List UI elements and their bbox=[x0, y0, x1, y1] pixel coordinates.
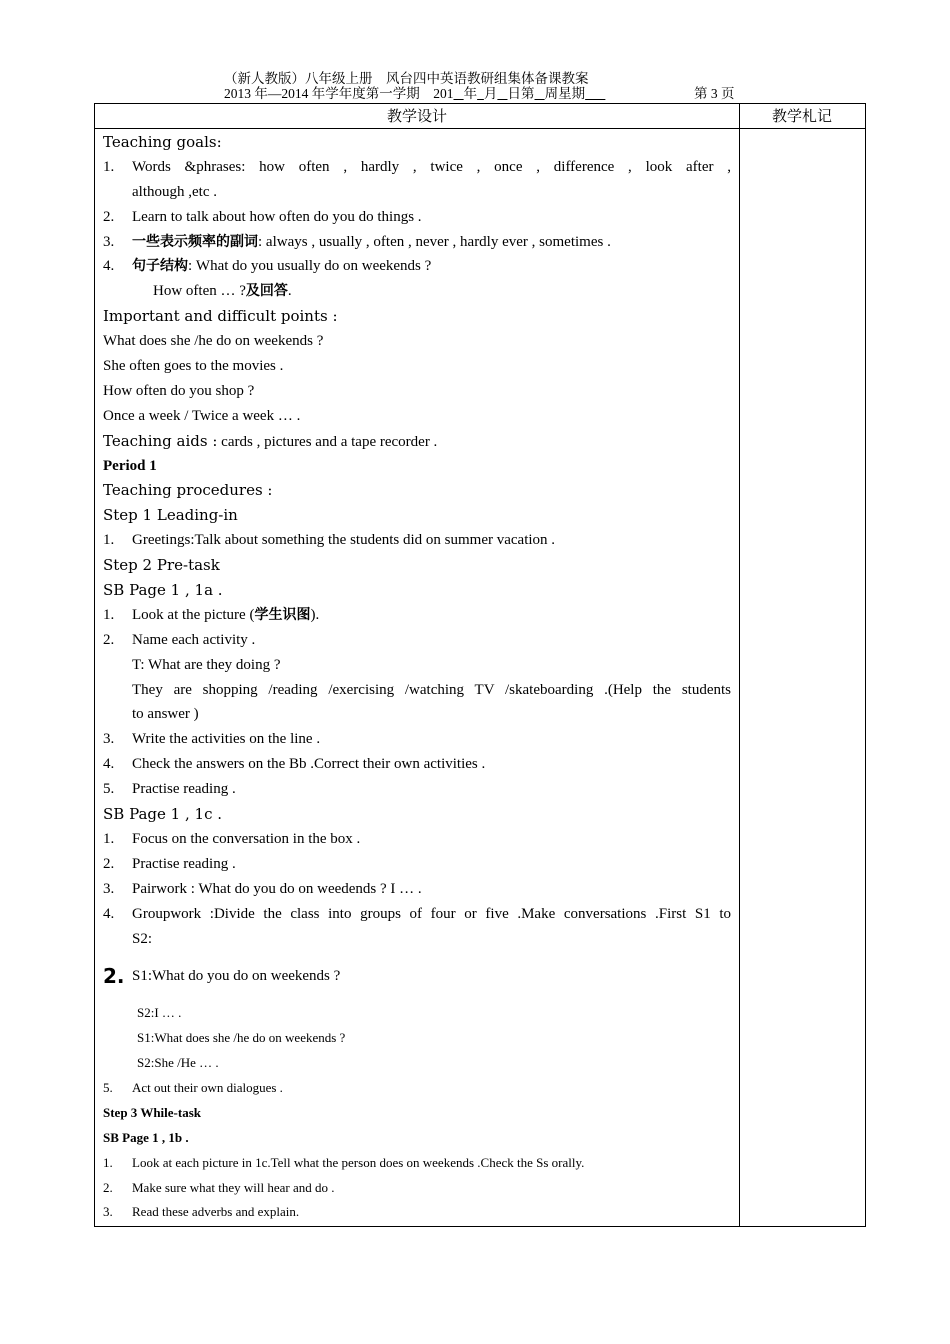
column-header-notes: 教学札记 bbox=[771, 109, 832, 125]
list-item: 5. Practise reading . bbox=[103, 781, 236, 798]
text-line: What does she /he do on weekends ? bbox=[103, 333, 324, 350]
blank-month bbox=[477, 86, 484, 101]
header-row-divider bbox=[94, 128, 866, 129]
blank-day bbox=[497, 86, 507, 101]
header-term: 2013 年—2014 年学年度第一学期 201 bbox=[224, 86, 454, 101]
blank-year bbox=[454, 86, 464, 101]
sub-heading: SB Page 1 , 1c . bbox=[103, 805, 223, 824]
list-item: 4. Check the answers on the Bb .Correct their own activities . bbox=[103, 756, 486, 773]
step-heading: Step 3 While-task bbox=[103, 1104, 201, 1120]
list-item: 4. Groupwork :Divide the class into groups of four or five .Make conversations .First S1 to S2: bbox=[103, 905, 731, 947]
dialogue-line: S1:What does she /he do on weekends ? bbox=[137, 1030, 346, 1046]
section-heading-goals: Teaching goals: bbox=[103, 133, 222, 151]
list-item-continuation: How often … ?及回答. bbox=[153, 283, 292, 300]
step-heading: Step 2 Pre-task bbox=[103, 556, 220, 575]
step-heading: Step 1 Leading-in bbox=[103, 506, 238, 525]
list-item: 1. Focus on the conversation in the box . bbox=[103, 830, 361, 847]
header-title: （新人教版）八年级上册 风台四中英语教研组集体备课教案 bbox=[224, 71, 589, 86]
header-date-line bbox=[224, 82, 605, 102]
list-item: 2. Learn to talk about how often do you do things . bbox=[103, 208, 422, 225]
list-item: 3. Pairwork : What do you do on weedends ? I … . bbox=[103, 880, 422, 897]
column-header-design: 教学设计 bbox=[386, 109, 447, 125]
dialogue-line: S2:She /He … . bbox=[137, 1055, 219, 1071]
header-day-label: 日第 bbox=[507, 86, 535, 101]
dialogue-line: S2:I … . bbox=[137, 1005, 182, 1021]
blank-week bbox=[535, 86, 545, 101]
list-item: 4. 句子结构: What do you usually do on weekends ? bbox=[103, 258, 432, 275]
header-weekday-label: 周星期 bbox=[544, 86, 586, 101]
section-heading-important: Important and difficult points : bbox=[103, 307, 338, 326]
text-line: She often goes to the movies . bbox=[103, 358, 284, 375]
column-divider bbox=[739, 103, 740, 1227]
list-item: 2. Practise reading . bbox=[103, 855, 236, 872]
list-item: 1. Look at the picture (学生识图). bbox=[103, 606, 320, 623]
lesson-content bbox=[103, 130, 731, 1225]
list-item: 2. Make sure what they will hear and do . bbox=[103, 1179, 335, 1195]
teaching-aids: Teaching aids : cards , pictures and a tape recorder . bbox=[103, 431, 438, 450]
text-line: How often do you shop ? bbox=[103, 382, 255, 399]
header-month-label: 月 bbox=[483, 86, 498, 101]
list-item: 1. Greetings:Talk about something the students did on summer vacation . bbox=[103, 532, 556, 549]
list-item: 2. S1:What do you do on weekends ? bbox=[103, 964, 341, 989]
list-item: 5. Act out their own dialogues . bbox=[103, 1079, 283, 1095]
list-item: 1. Look at each picture in 1c.Tell what the person does on weekends .Check the Ss orally. bbox=[103, 1154, 585, 1170]
sub-heading: SB Page 1 , 1a . bbox=[103, 581, 223, 600]
page-number: 第 3 页 bbox=[694, 86, 735, 101]
list-item: 3. Read these adverbs and explain. bbox=[103, 1204, 300, 1220]
header-year-label: 年 bbox=[463, 86, 478, 101]
list-item: 2. Name each activity . T: What are they doing ? They are shopping /reading /exercising /watching TV /skateboarding .(Help the students to answer ) bbox=[103, 631, 731, 723]
section-heading-procedures: Teaching procedures : bbox=[103, 481, 273, 500]
list-item: 3. 一些表示频率的副词: always , usually , often , never , hardly ever , sometimes . bbox=[103, 233, 611, 250]
text-line: Once a week / Twice a week … . bbox=[103, 407, 301, 424]
period-label: Period 1 bbox=[103, 457, 157, 474]
blank-weekday bbox=[585, 86, 605, 101]
list-item: 1. Words &phrases: how often , hardly , twice , once , difference , look after , although ,etc . bbox=[103, 158, 731, 200]
list-item: 3. Write the activities on the line . bbox=[103, 731, 321, 748]
sub-heading: SB Page 1 , 1b . bbox=[103, 1129, 189, 1145]
